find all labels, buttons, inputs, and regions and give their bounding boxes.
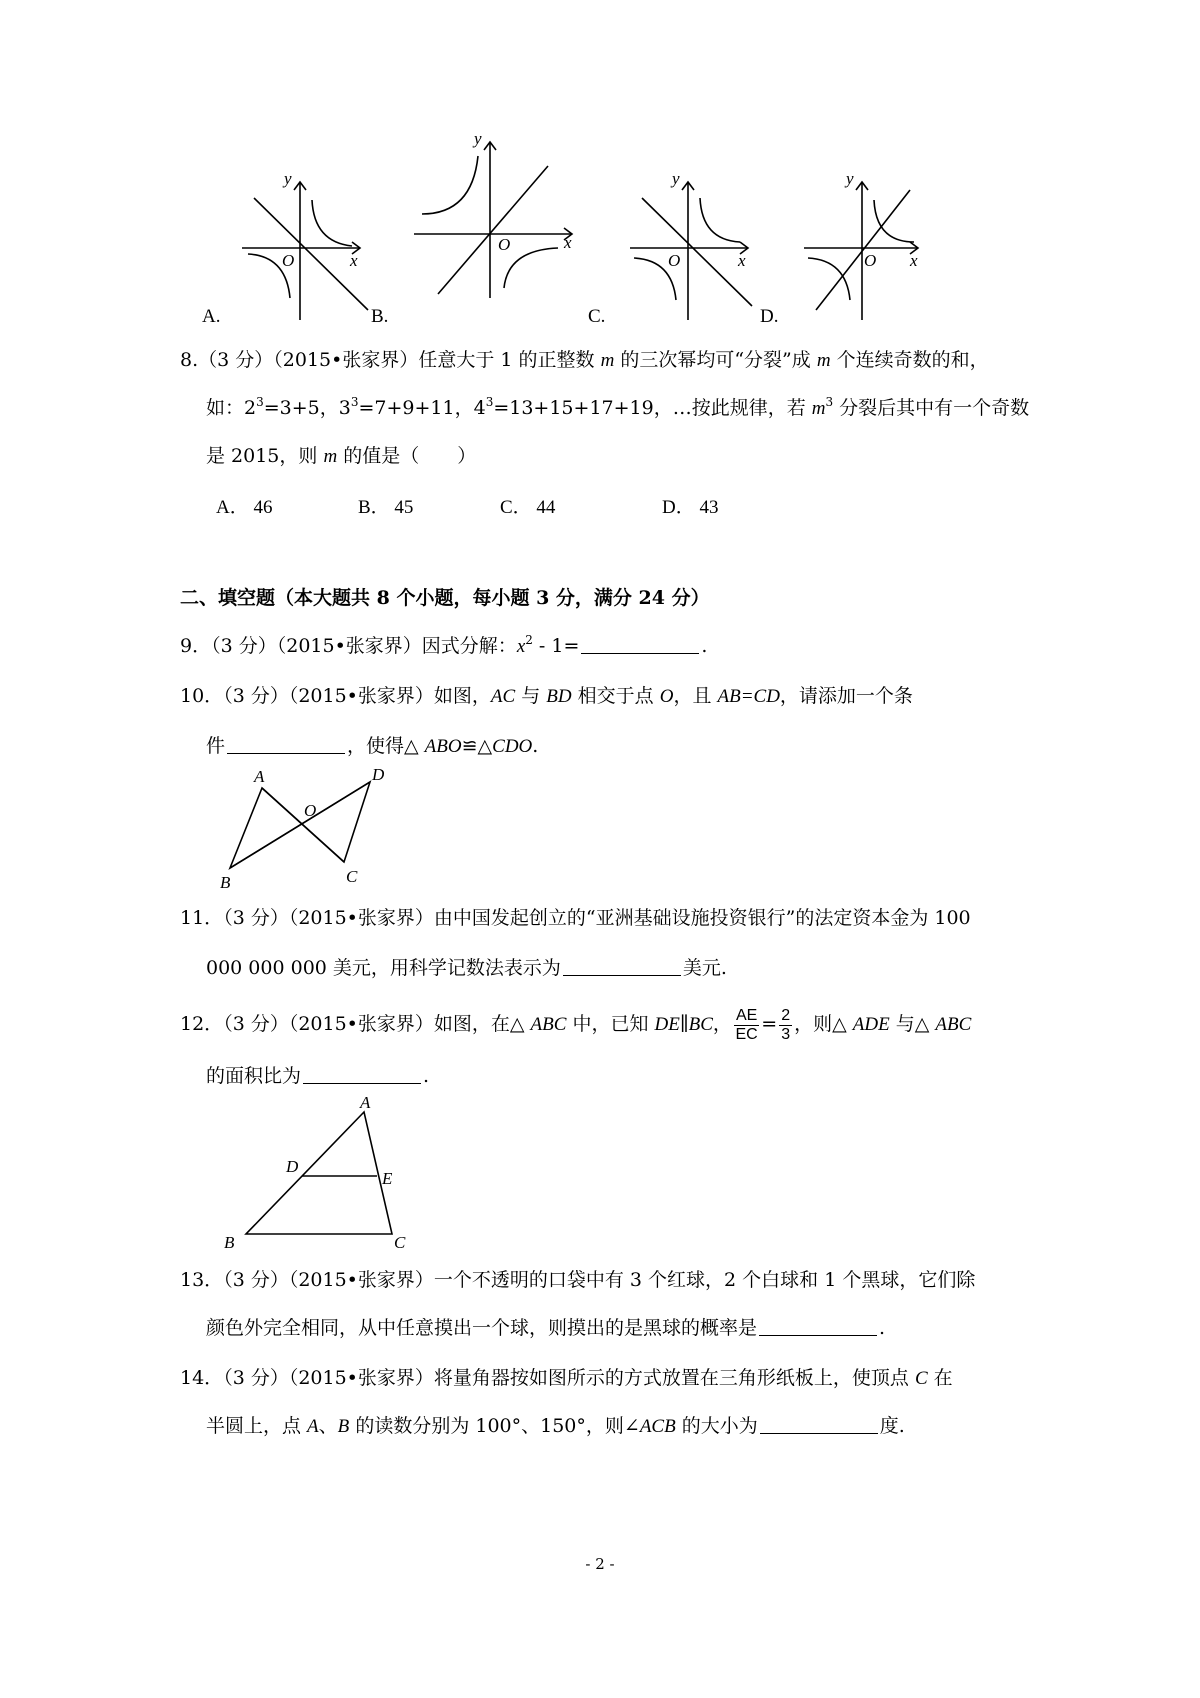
text: 颜色外完全相同，从中任意摸出一个球，则摸出的是黑球的概率是 <box>206 1317 758 1339</box>
text: 美元. <box>682 957 727 979</box>
q13-line1 <box>180 1268 975 1292</box>
text: 一个不透明的口袋中有 3 个红球，2 个白球和 1 个黑球，它们除 <box>433 1269 976 1291</box>
text: 与△ <box>889 1013 936 1035</box>
q14-line1 <box>180 1366 953 1391</box>
source: （2015•张家界） <box>288 1013 434 1035</box>
answer-blank[interactable] <box>563 957 681 976</box>
fraction-ae-ec <box>734 1007 759 1044</box>
text: =3+5，3 <box>263 397 351 419</box>
answer-blank[interactable] <box>227 735 345 754</box>
point-b: B <box>224 1233 235 1252</box>
option-label-c: C. <box>588 306 606 327</box>
text: ≌△ <box>461 735 493 757</box>
q10-line1 <box>180 684 913 709</box>
var: A <box>307 1416 319 1437</box>
q12-line1 <box>180 1004 971 1045</box>
exponent: 3 <box>350 395 359 409</box>
score: （3 分） <box>198 349 274 371</box>
var-m: m <box>816 350 831 371</box>
point-d: D <box>372 765 385 784</box>
origin-label: O <box>282 251 295 270</box>
axis-x-label: x <box>564 233 572 252</box>
q13-line2 <box>206 1316 885 1340</box>
origin-label: O <box>668 251 681 270</box>
q8-option-d: D． 43 <box>662 497 719 518</box>
text: = <box>761 1013 778 1035</box>
q12-line2 <box>206 1064 429 1088</box>
text: . <box>532 735 539 757</box>
question-number: 11． <box>180 907 224 929</box>
text: ，使得△ <box>347 735 425 757</box>
point-c: C <box>394 1233 406 1252</box>
q14-line2 <box>206 1414 905 1439</box>
text: 如：2 <box>206 397 257 419</box>
score: （3 分） <box>223 907 289 929</box>
source: （2015•张家界） <box>288 1269 434 1291</box>
exponent: 3 <box>825 395 834 409</box>
exponent: 2 <box>525 633 533 647</box>
numerator: 2 <box>781 1006 791 1024</box>
var: ADE <box>852 1014 890 1035</box>
var-m: m <box>600 350 615 371</box>
var-m: m <box>811 398 826 419</box>
text: - 1= <box>532 635 580 657</box>
text: 任意大于 1 的正整数 <box>418 349 601 371</box>
origin-label: O <box>498 235 511 254</box>
text: 个连续奇数的和， <box>830 349 989 371</box>
var: AC <box>490 686 516 707</box>
text: 相交于点 <box>571 685 660 707</box>
q9-line <box>180 634 707 659</box>
axis-x-label: x <box>738 251 746 270</box>
text: 000 000 000 美元，用科学记数法表示为 <box>206 957 561 979</box>
exponent: 3 <box>256 395 264 409</box>
text: 半圆上，点 <box>206 1415 308 1437</box>
text: 分裂后其中有一个奇数 <box>833 397 1030 419</box>
var-m: m <box>323 446 338 467</box>
var: AB=CD <box>717 686 780 707</box>
text: 度. <box>879 1415 905 1437</box>
section-heading: 二、填空题（本大题共 8 个小题，每小题 3 分，满分 24 分） <box>180 587 710 609</box>
page-number: - 2 - <box>585 1555 615 1573</box>
text: 件 <box>206 735 226 757</box>
axis-y-label: y <box>846 169 854 188</box>
question-number: 10． <box>180 685 224 707</box>
score: （3 分） <box>223 1367 289 1389</box>
q11-line1 <box>180 906 971 930</box>
option-label-a: A. <box>202 306 221 327</box>
var: ABC <box>530 1014 567 1035</box>
text: 是 2015，则 <box>206 445 324 467</box>
question-number: 13． <box>180 1269 224 1291</box>
score: （3 分） <box>223 1269 289 1291</box>
axis-x-label: x <box>350 251 358 270</box>
q10-line2 <box>206 734 538 759</box>
text: . <box>423 1065 430 1087</box>
fraction-2-3 <box>779 1007 792 1044</box>
q12-figure <box>220 1093 410 1252</box>
point-a: A <box>360 1093 371 1112</box>
score: （3 分） <box>223 1013 289 1035</box>
score: （3 分） <box>211 635 277 657</box>
var: C <box>914 1368 928 1389</box>
text: ， <box>712 1013 732 1035</box>
text: 由中国发起创立的“亚洲基础设施投资银行”的法定资本金为 100 <box>433 907 971 929</box>
source: （2015•张家界） <box>288 685 434 707</box>
option-label-d: D. <box>760 306 779 327</box>
text: 如图， <box>433 685 491 707</box>
text: 将量角器按如图所示的方式放置在三角形纸板上，使顶点 <box>433 1367 915 1389</box>
text: 的三次幂均可“分裂”成 <box>614 349 817 371</box>
q8-option-c: C． 44 <box>500 497 556 518</box>
q8-line1 <box>180 348 989 373</box>
var: ABO <box>424 736 462 757</box>
exponent: 3 <box>485 395 494 409</box>
option-label-b: B. <box>371 306 389 327</box>
text: 的读数分别为 100°、150°，则∠ <box>349 1415 640 1437</box>
question-number: 14． <box>180 1367 224 1389</box>
point-e: E <box>382 1169 393 1188</box>
numerator: AE <box>735 1006 758 1024</box>
text: 、 <box>318 1415 338 1437</box>
q8-line3 <box>206 444 476 469</box>
origin-label: O <box>864 251 877 270</box>
answer-blank[interactable] <box>581 635 699 654</box>
score: （3 分） <box>223 685 289 707</box>
question-number: 9． <box>180 635 212 657</box>
answer-blank[interactable] <box>759 1317 877 1336</box>
var: BD <box>546 686 572 707</box>
answer-blank[interactable] <box>760 1415 878 1434</box>
q8-option-a: A． 46 <box>216 497 273 518</box>
text: 中，已知 <box>566 1013 655 1035</box>
source: （2015•张家界） <box>288 1367 434 1389</box>
source: （2015•张家界） <box>288 907 434 929</box>
text: 因式分解： <box>421 635 517 657</box>
text: 的值是（ ） <box>337 445 477 467</box>
var: DE∥BC <box>654 1014 713 1035</box>
denominator: EC <box>735 1025 758 1043</box>
source: （2015•张家界） <box>276 635 422 657</box>
var: ACB <box>639 1416 676 1437</box>
axis-y-label: y <box>284 169 292 188</box>
axis-y-label: y <box>672 169 680 188</box>
point-a: A <box>254 767 265 786</box>
point-o: O <box>304 801 317 820</box>
graph-d <box>802 170 962 330</box>
q8-line2 <box>206 396 1029 421</box>
var: B <box>337 1416 350 1437</box>
text: 的大小为 <box>675 1415 758 1437</box>
q8-option-b: B． 45 <box>358 497 414 518</box>
axis-y-label: y <box>474 129 482 148</box>
q11-line2 <box>206 956 727 980</box>
source: （2015•张家界） <box>273 349 419 371</box>
text: . <box>701 635 708 657</box>
var: ABC <box>935 1014 972 1035</box>
denominator: 3 <box>781 1025 791 1043</box>
answer-blank[interactable] <box>303 1065 421 1084</box>
var: O <box>659 686 674 707</box>
point-d: D <box>286 1157 299 1176</box>
text: =7+9+11，4 <box>358 397 486 419</box>
text: 的面积比为 <box>206 1065 302 1087</box>
q10-figure <box>220 765 400 892</box>
text: ，且 <box>673 685 718 707</box>
axis-x-label: x <box>910 251 918 270</box>
point-c: C <box>346 867 358 886</box>
text: . <box>879 1317 886 1339</box>
point-b: B <box>220 873 231 892</box>
text: ，则△ <box>794 1013 853 1035</box>
text: ，请添加一个条 <box>779 685 913 707</box>
var-x: x <box>516 636 526 657</box>
text: =13+15+17+19，…按此规律，若 <box>493 397 812 419</box>
question-number: 8. <box>180 349 199 371</box>
var: CDO <box>492 736 533 757</box>
question-number: 12． <box>180 1013 224 1035</box>
graph-b <box>408 130 588 300</box>
text: 在 <box>927 1367 953 1389</box>
text: 与 <box>515 685 547 707</box>
text: 如图，在△ <box>433 1013 531 1035</box>
